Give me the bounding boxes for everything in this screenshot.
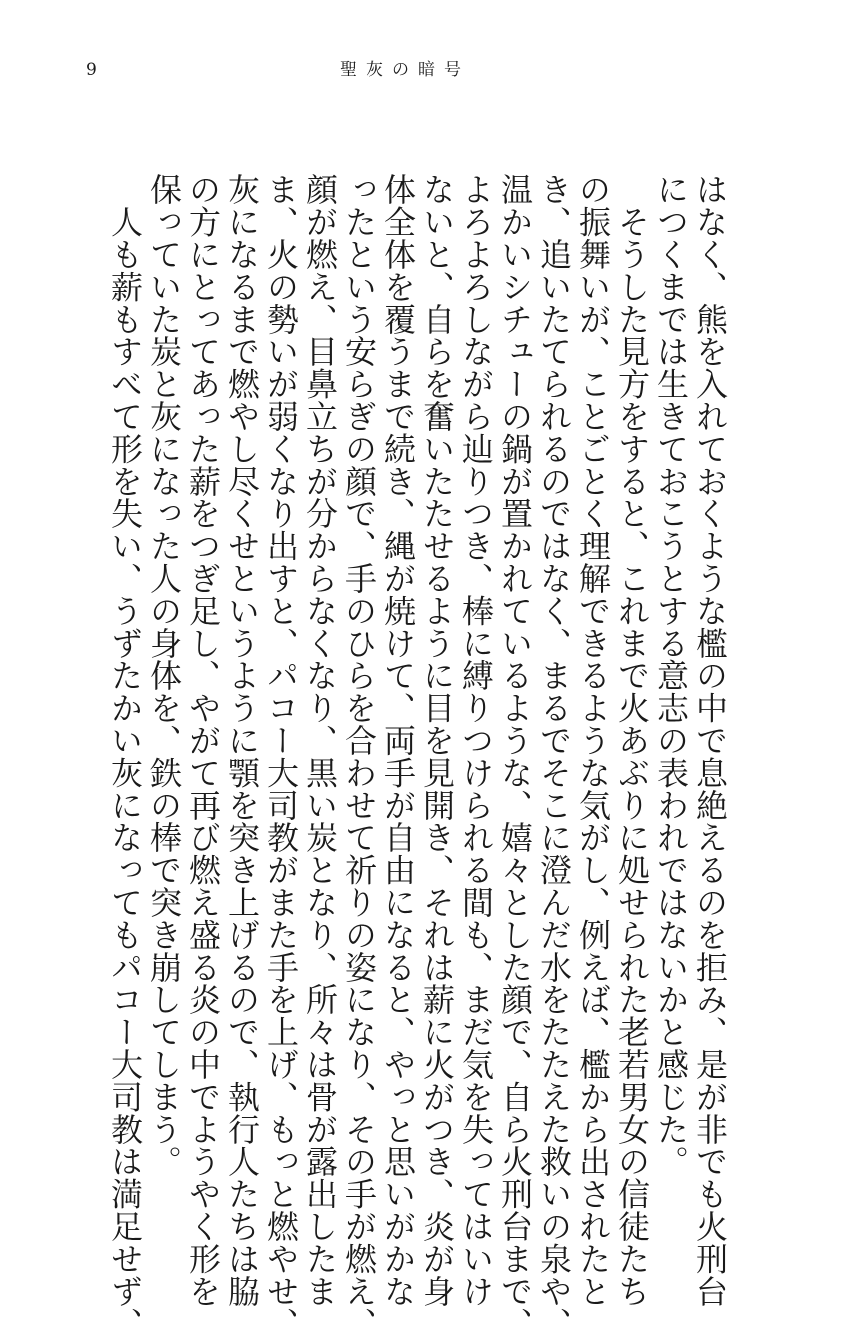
text-line: よろよろしながら辿りつき、棒に縛りつけられる間も、まだ気を失ってはいけ (457, 173, 495, 1307)
page-number: 9 (86, 60, 97, 80)
text-line: そうした見方をすると、これまで火あぶりに処せられた老若男女の信徒たち (613, 173, 651, 1307)
text-line: 灰になるまで燃やし尽くせというように顎を突き上げるので、執行人たちは脇 (223, 173, 261, 1307)
text-line: ま、火の勢いが弱くなり出すと、パコー大司教がまた手を上げ、もっと燃やせ、 (262, 173, 300, 1339)
text-line: ないと、自らを奮いたたせるように目を見開き、それは薪に火がつき、炎が身 (418, 173, 456, 1307)
text-line: 保っていた炭と灰になった人の身体を、鉄の棒で突き崩してしまう。 (145, 173, 183, 1178)
text-line: の振舞いが、ことごとく理解できるような気がし、例えば、檻から出されたと (574, 173, 612, 1307)
text-line: ったという安らぎの顔で、手のひらを合わせて祈りの姿になり、その手が燃え、 (340, 173, 378, 1339)
text-line: につくまでは生きておこうとする意志の表われではないかと感じた。 (652, 173, 690, 1178)
text-line: 人も薪もすべて形を失い、うずたかい灰になってもパコー大司教は満足せず、 (106, 173, 144, 1339)
text-line: 顔が燃え、目鼻立ちが分からなくなり、黒い炭となり、所々は骨が露出したま (301, 173, 339, 1307)
running-title: 聖灰の暗号 (340, 60, 470, 80)
text-line: はなく、熊を入れておくような檻の中で息絶えるのを拒み、是が非でも火刑台 (691, 173, 729, 1307)
text-line: き、追いたてられるのではなく、まるでそこに澄んだ水をたたえた救いの泉や、 (535, 173, 573, 1339)
text-line: の方にとってあった薪をつぎ足し、やがて再び燃え盛る炎の中でようやく形を (184, 173, 222, 1308)
text-line: 体全体を覆うまで続き、縄が焼けて、両手が自由になると、やっと思いがかな (379, 173, 417, 1307)
text-line: 温かいシチューの鍋が置かれているような、嬉々とした顔で、自ら火刑台まで、 (496, 173, 534, 1339)
body-text (105, 173, 729, 1339)
